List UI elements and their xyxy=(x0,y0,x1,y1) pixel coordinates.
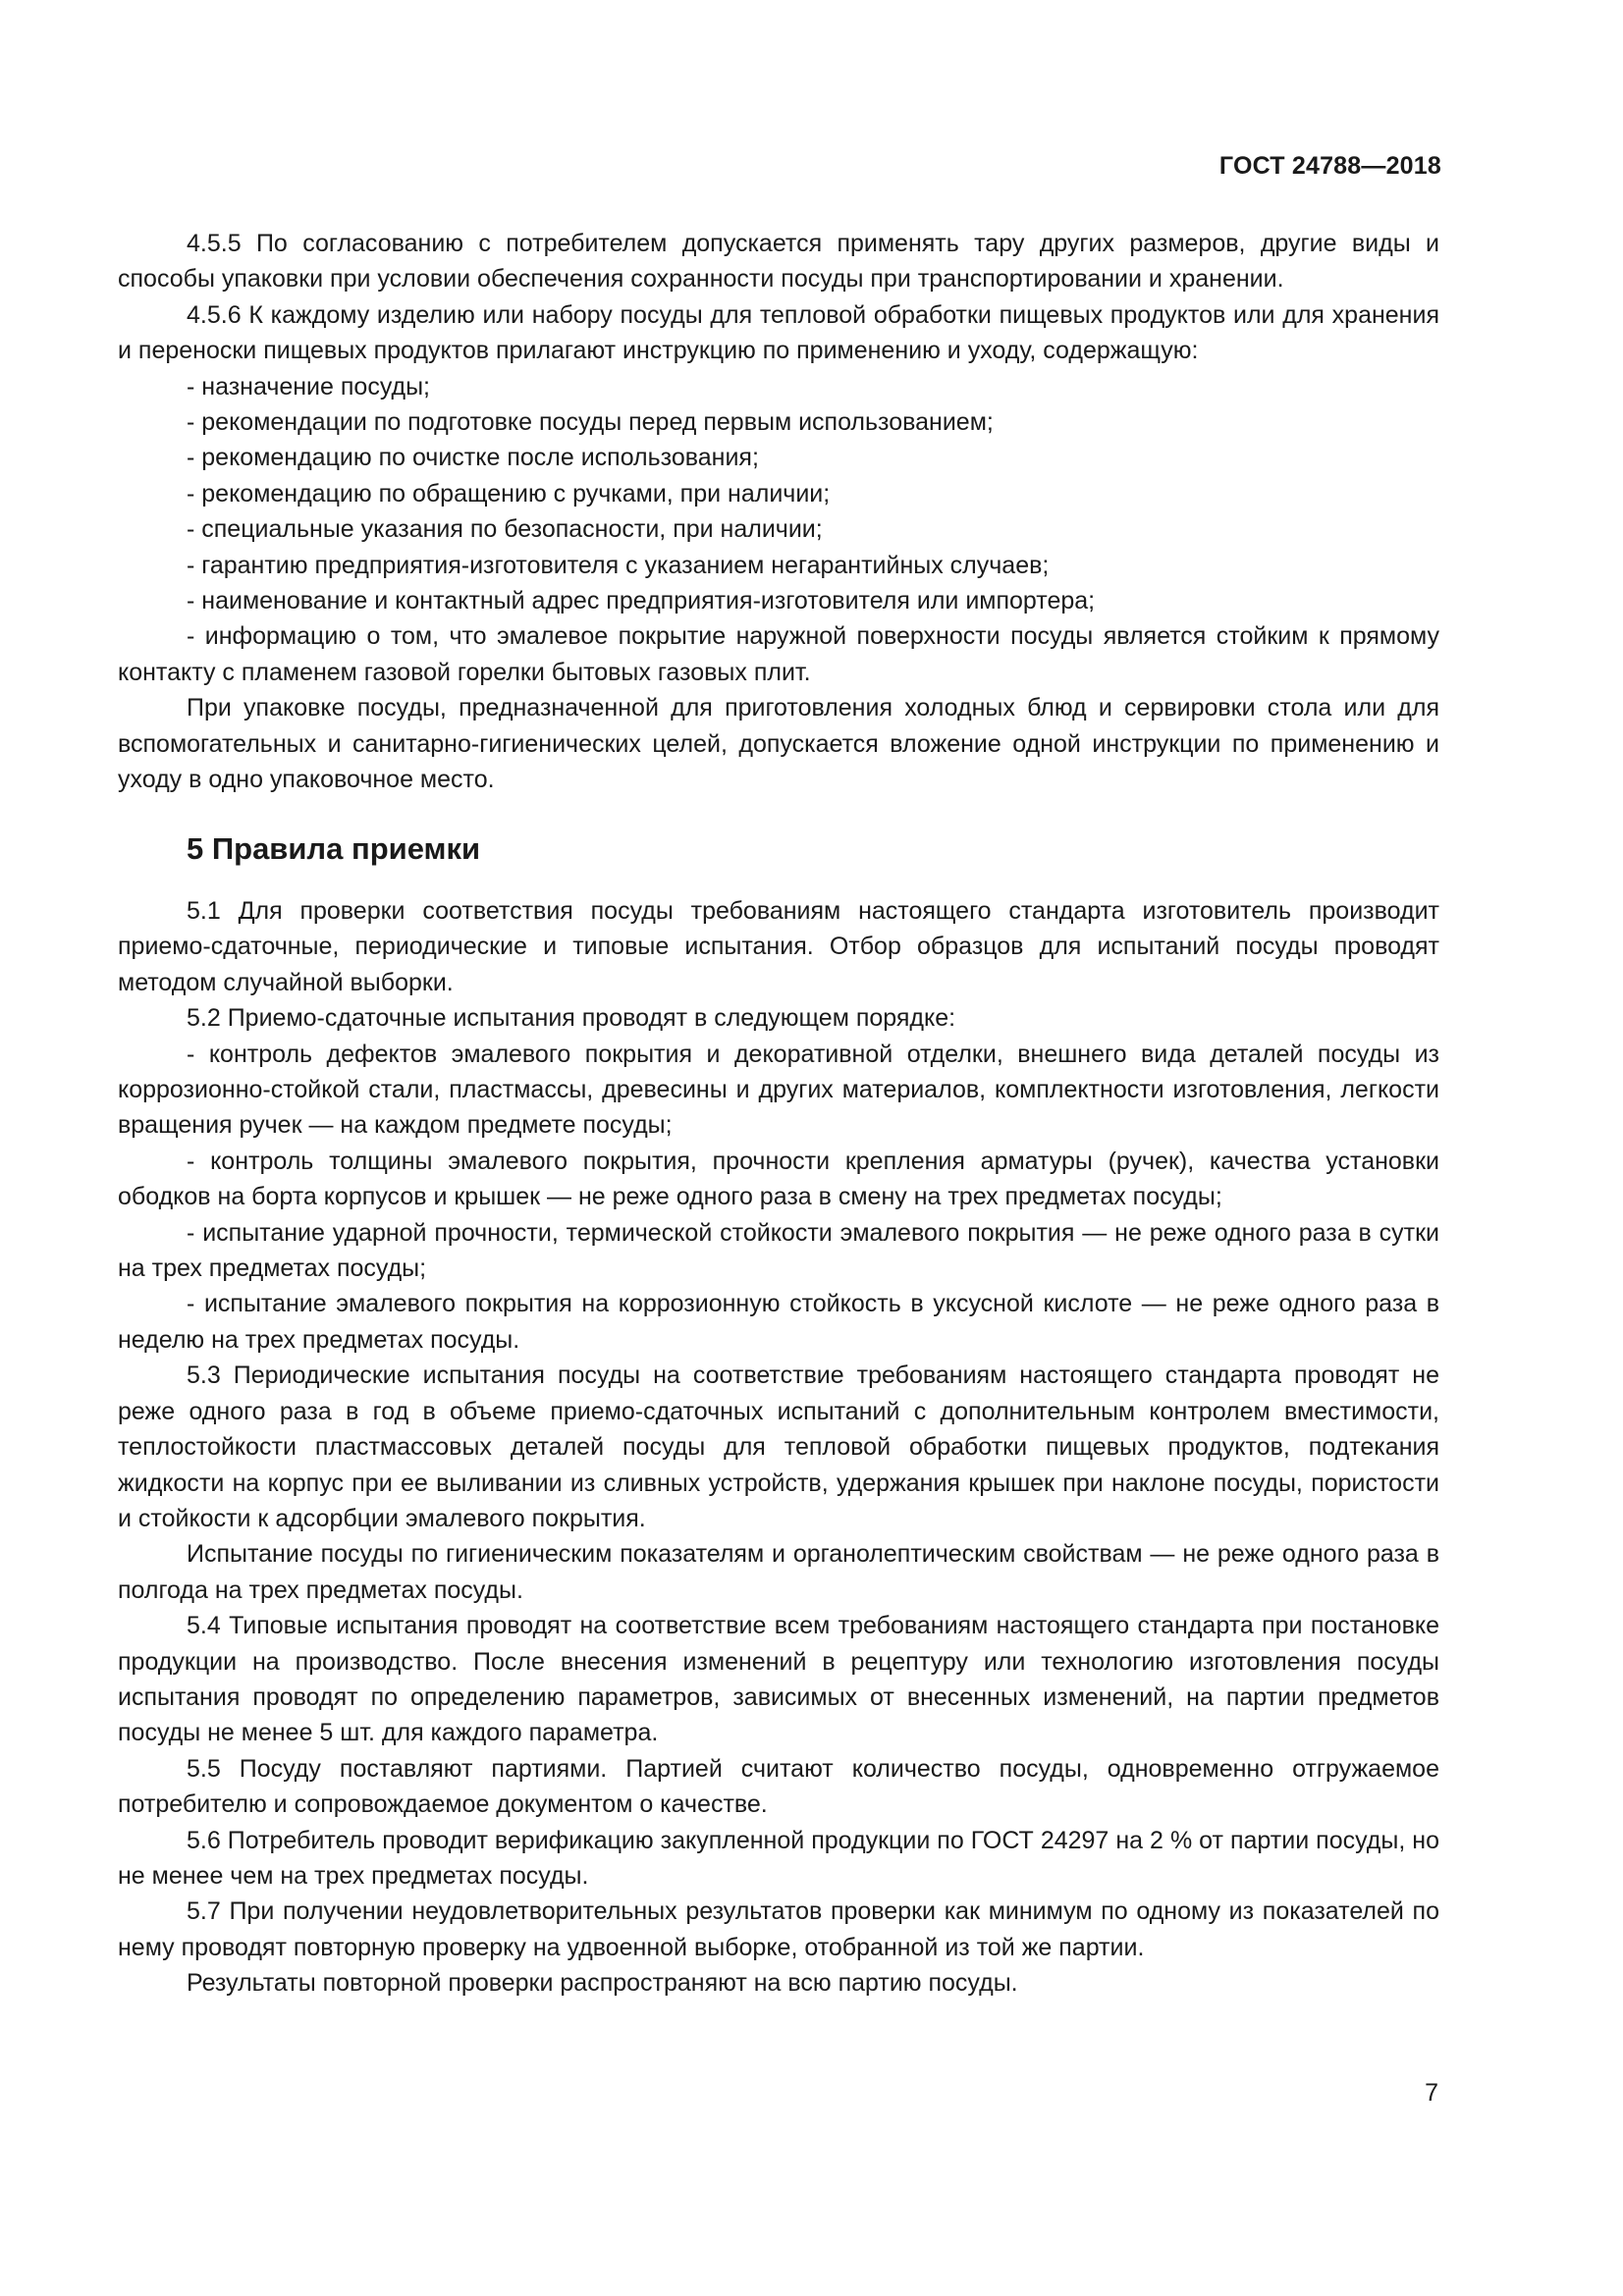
paragraph-5-1: 5.1 Для проверки соответствия посуды требованиям настоящего стандарта изготовитель производит приемо-сдаточные, периодические и типовые испытания. Отбор образцов для испытаний посуды проводят методом случайной выборки. xyxy=(118,897,1439,996)
paragraph-packaging: При упаковке посуды, предназначенной для приготовления холодных блюд и сервировки стола или для вспомогательных и санитарно-гигиенических целей, допускается вложение одной инструкции по применению и уходу в одно упаковочное место. xyxy=(118,694,1439,794)
list-item: - рекомендацию по очистке после использования; xyxy=(187,444,759,472)
paragraph-repeat-results: Результаты повторной проверки распространяют на всю партию посуды. xyxy=(187,1969,1018,1998)
section-heading: 5 Правила приемки xyxy=(187,831,481,866)
paragraph-5-6: 5.6 Потребитель проводит верификацию закупленной продукции по ГОСТ 24297 на 2 % от партии посуды, но не менее чем на трех предметах посуды. xyxy=(118,1826,1439,1890)
paragraph-4-5-5: 4.5.5 По согласованию с потребителем допускается применять тару других размеров, другие виды и способы упаковки при условии обеспечения сохранности посуды при транспортировании и хранении. xyxy=(118,230,1439,294)
paragraph-5-3: 5.3 Периодические испытания посуды на соответствие требованиям настоящего стандарта проводят не реже одного раза в год в объеме приемо-сдаточных испытаний с дополнительным контролем вместимости, теплостойкости пластмассовых деталей посуды для тепловой обработки пищевых продуктов, подтекания жидкости на корпус при ее выливании из сливных устройств, удержания крышек при наклоне посуды, пористости и стойкости к адсорбции эмалевого покрытия. xyxy=(118,1362,1439,1532)
paragraph-4-5-6: 4.5.6 К каждому изделию или набору посуды для тепловой обработки пищевых продуктов или для хранения и переноски пищевых продуктов прилагают инструкцию по применению и уходу, содержащую: xyxy=(118,300,1439,365)
paragraph-hygiene: Испытание посуды по гигиеническим показателям и органолептическим свойствам — не реже одного раза в полгода на трех предметах посуды. xyxy=(118,1540,1439,1604)
top-text-block xyxy=(118,226,1439,798)
list-item: - контроль дефектов эмалевого покрытия и декоративной отделки, внешнего вида деталей посуды из коррозионно-стойкой стали, пластмассы, древесины и других материалов, комплектности изготовления, легкости вращения ручек — на каждом предмете посуды; xyxy=(118,1040,1439,1140)
list-item: - назначение посуды; xyxy=(187,372,430,400)
list-item: - испытание эмалевого покрытия на коррозионную стойкость в уксусной кислоте — не реже одного раза в неделю на трех предметах посуды. xyxy=(118,1290,1439,1354)
list-item: - рекомендации по подготовке посуды перед первым использованием; xyxy=(187,408,994,437)
paragraph-5-4: 5.4 Типовые испытания проводят на соответствие всем требованиям настоящего стандарта при постановке продукции на производство. После внесения изменений в рецептуру или технологию изготовления посуды испытания проводят по определению параметров, зависимых от внесенных изменений, на партии предметов посуды не менее 5 шт. для каждого параметра. xyxy=(118,1612,1439,1747)
paragraph-5-7: 5.7 При получении неудовлетворительных результатов проверки как минимум по одному из показателей по нему проводят повторную проверку на удвоенной выборке, отобранной из той же партии. xyxy=(118,1897,1439,1961)
list-item: - информацию о том, что эмалевое покрытие наружной поверхности посуды является стойким к прямому контакту с пламенем газовой горелки бытовых газовых плит. xyxy=(118,622,1439,686)
paragraph-5-2: 5.2 Приемо-сдаточные испытания проводят в следующем порядке: xyxy=(187,1004,956,1033)
list-item: - наименование и контактный адрес предприятия-изготовителя или импортера; xyxy=(187,587,1096,615)
document-code: ГОСТ 24788—2018 xyxy=(1218,152,1441,180)
list-item: - испытание ударной прочности, термической стойкости эмалевого покрытия — не реже одного раза в сутки на трех предметах посуды; xyxy=(118,1218,1439,1283)
page-number: 7 xyxy=(1425,2079,1438,2107)
list-item: - контроль толщины эмалевого покрытия, прочности крепления арматуры (ручек), качества установки ободков на борта корпусов и крышек — не реже одного раза в смену на трех предметах посуды; xyxy=(118,1147,1439,1211)
paragraph-5-5: 5.5 Посуду поставляют партиями. Партией считают количество посуды, одновременно отгружаемое потребителю и сопровождаемое документом о качестве. xyxy=(118,1754,1439,1819)
list-item: - рекомендацию по обращению с ручками, при наличии; xyxy=(187,479,831,507)
section-text-block xyxy=(118,893,1439,2002)
list-item: - специальные указания по безопасности, при наличии; xyxy=(187,515,823,544)
list-item: - гарантию предприятия-изготовителя с указанием негарантийных случаев; xyxy=(187,551,1050,579)
